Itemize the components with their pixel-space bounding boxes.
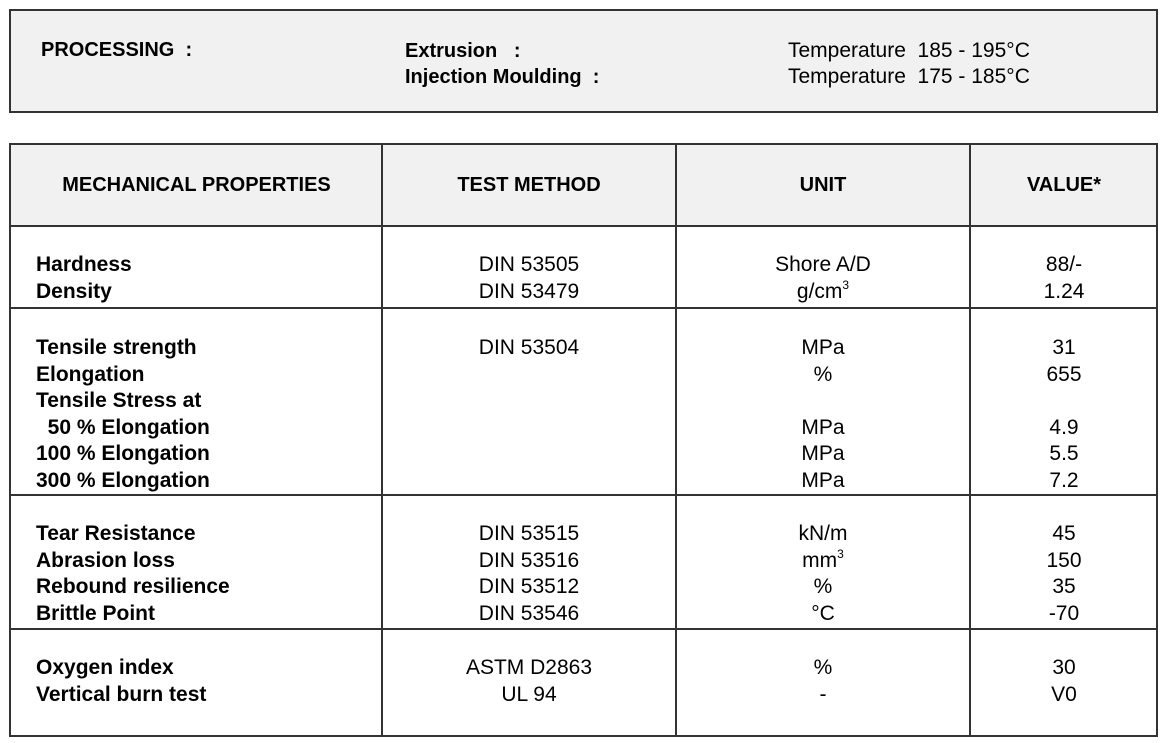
method-cell (382, 655, 676, 682)
unit-text: kN/m (798, 522, 848, 545)
property-text: Abrasion loss (36, 548, 175, 572)
group-separator (11, 628, 1156, 630)
table-header (11, 145, 1156, 227)
processing-method-injection: Injection Moulding : (405, 66, 600, 88)
unit-cell (676, 521, 970, 548)
unit-text: mm (802, 548, 838, 572)
unit-cell (676, 574, 970, 601)
property-text: Elongation (36, 362, 145, 386)
property-text: Rebound resilience (36, 575, 230, 598)
method-cell (382, 548, 676, 575)
property-text: 50 % Elongation (36, 415, 210, 439)
processing-temp-extrusion: Temperature 185 - 195°C (788, 39, 1030, 62)
unit-text: % (813, 575, 833, 598)
value-cell (970, 441, 1158, 468)
property-text: Oxygen index (36, 656, 174, 679)
group-separator (11, 494, 1156, 496)
property-text: Density (36, 279, 112, 303)
method-cell (382, 574, 676, 601)
property-cell (36, 362, 376, 389)
property-cell (36, 574, 376, 601)
unit-text: MPa (801, 336, 845, 359)
unit-cell (676, 548, 970, 575)
unit-text: MPa (801, 415, 845, 439)
method-text: DIN 53515 (478, 522, 580, 545)
unit-text: MPa (801, 442, 845, 465)
unit-superscript: 3 (837, 546, 844, 561)
property-text: Vertical burn test (36, 682, 207, 706)
property-cell (36, 415, 376, 442)
unit-text: % (813, 656, 833, 679)
property-cell (36, 682, 376, 709)
property-text: Hardness (36, 253, 132, 276)
method-cell (382, 682, 676, 709)
column-divider (381, 145, 383, 735)
value-cell (970, 335, 1158, 362)
method-text: DIN 53504 (478, 336, 580, 359)
value-text: 35 (1052, 575, 1076, 598)
property-cell (36, 548, 376, 575)
unit-text: % (813, 362, 833, 386)
unit-cell (676, 655, 970, 682)
property-cell (36, 521, 376, 548)
value-cell (970, 362, 1158, 389)
property-cell (36, 335, 376, 362)
processing-label: PROCESSING : (41, 39, 193, 61)
unit-cell (676, 279, 970, 306)
unit-text: Shore A/D (775, 253, 871, 276)
value-cell (970, 682, 1158, 709)
unit-cell (676, 252, 970, 279)
property-cell (36, 655, 376, 682)
property-cell (36, 468, 376, 495)
value-cell (970, 252, 1158, 279)
unit-superscript: 3 (842, 277, 850, 292)
unit-cell (676, 335, 970, 362)
value-cell (970, 415, 1158, 442)
unit-cell (676, 468, 970, 495)
value-text: 4.9 (1049, 415, 1079, 439)
unit-cell (676, 362, 970, 389)
unit-cell (676, 601, 970, 628)
method-cell (382, 601, 676, 628)
property-cell (36, 252, 376, 279)
value-text: 31 (1052, 336, 1076, 359)
method-text: DIN 53546 (478, 601, 580, 625)
value-text: -70 (1048, 601, 1080, 625)
value-cell (970, 601, 1158, 628)
unit-text: MPa (801, 468, 845, 492)
group-separator (11, 307, 1156, 309)
value-text: 655 (1046, 362, 1082, 386)
property-text: Tensile strength (36, 336, 197, 359)
value-text: 1.24 (1043, 279, 1085, 303)
value-cell (970, 574, 1158, 601)
value-cell (970, 468, 1158, 495)
value-text: 30 (1052, 656, 1076, 679)
method-cell (382, 521, 676, 548)
method-text: DIN 53516 (478, 548, 580, 572)
property-text: 100 % Elongation (36, 442, 210, 465)
property-text: Tear Resistance (36, 522, 196, 545)
value-text: V0 (1051, 682, 1077, 706)
method-text: DIN 53479 (478, 279, 580, 303)
processing-panel (9, 9, 1158, 113)
unit-cell (676, 415, 970, 442)
unit-cell (676, 441, 970, 468)
header-mechanical-properties: MECHANICAL PROPERTIES (62, 174, 331, 196)
method-text: ASTM D2863 (465, 656, 593, 679)
property-text: 300 % Elongation (36, 468, 210, 492)
property-text: Brittle Point (36, 601, 155, 625)
property-cell (36, 441, 376, 468)
unit-text: °C (811, 601, 835, 625)
value-text: 5.5 (1049, 442, 1079, 465)
unit-text: g/cm (796, 279, 843, 303)
header-unit: UNIT (799, 174, 847, 196)
property-text: Tensile Stress at (36, 389, 202, 412)
value-cell (970, 655, 1158, 682)
unit-cell (676, 682, 970, 709)
method-cell (382, 279, 676, 306)
value-text: 45 (1052, 522, 1076, 545)
method-cell (382, 335, 676, 362)
unit-text: - (819, 682, 827, 706)
method-text: UL 94 (501, 682, 557, 706)
property-cell (36, 601, 376, 628)
value-text: 7.2 (1049, 468, 1079, 492)
header-test-method: TEST METHOD (457, 174, 601, 196)
value-cell (970, 548, 1158, 575)
method-cell (382, 252, 676, 279)
value-cell (970, 279, 1158, 306)
mechanical-properties-table (9, 143, 1158, 737)
method-text: DIN 53512 (478, 575, 580, 598)
method-text: DIN 53505 (478, 253, 580, 276)
processing-method-extrusion: Extrusion : (405, 40, 521, 62)
processing-temp-injection: Temperature 175 - 185°C (788, 65, 1030, 88)
property-cell (36, 388, 376, 415)
header-value: VALUE* (1026, 174, 1102, 196)
value-text: 150 (1046, 548, 1082, 572)
property-cell (36, 279, 376, 306)
value-text: 88/- (1045, 253, 1083, 276)
value-cell (970, 521, 1158, 548)
